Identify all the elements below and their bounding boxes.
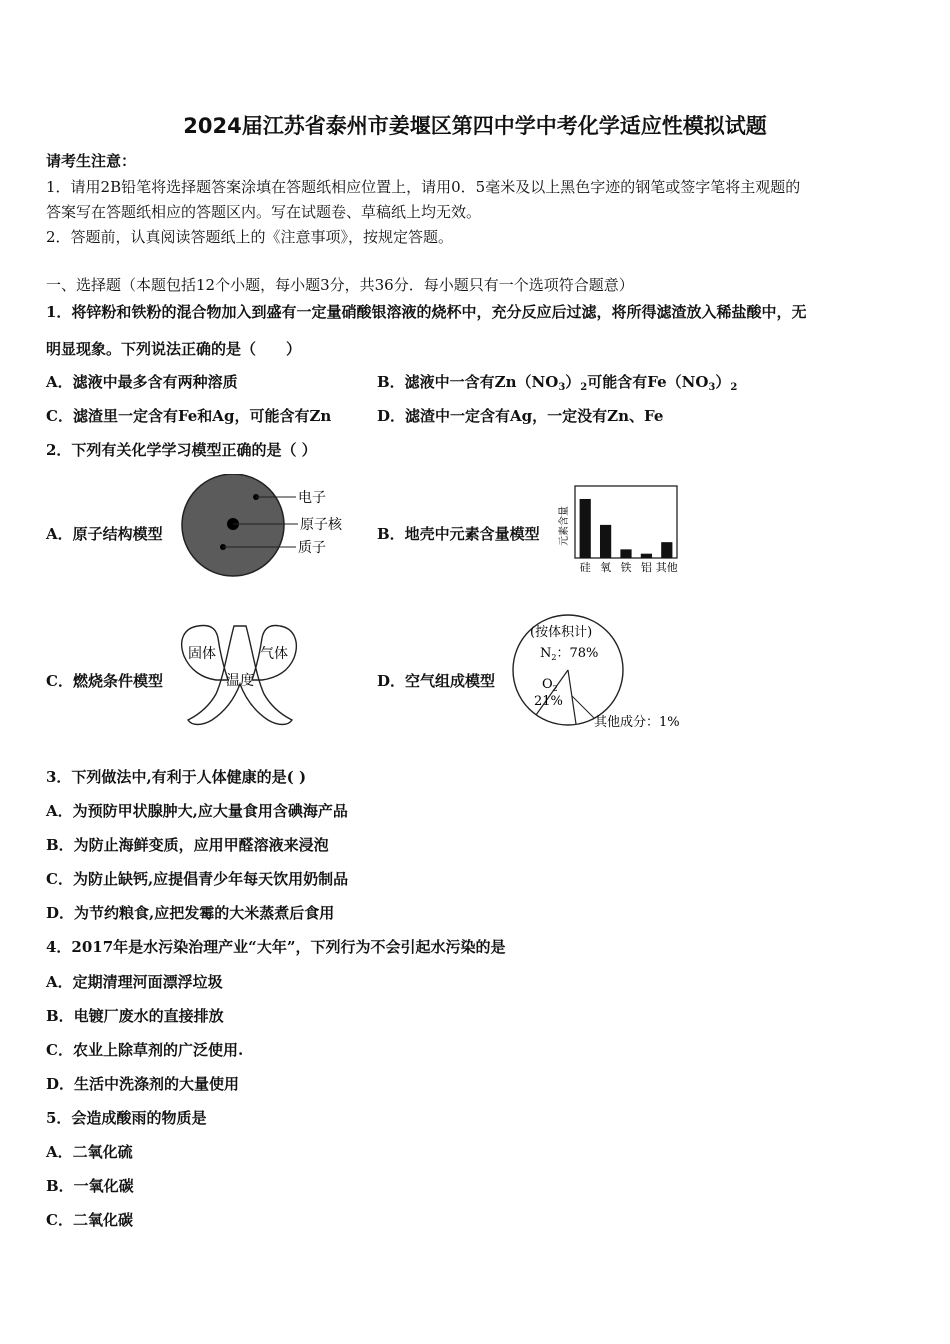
air-label-title: (按体积计) [530,625,593,640]
q1-option-d: D．滤渣中一定含有Ag，一定没有Zn、Fe [377,407,664,425]
crust-tick-label: 氧 [600,561,612,574]
q3-option-a: A．为预防甲状腺肿大,应大量食用含碘海产品 [46,802,348,820]
crust-ylabel: 元素含量 [559,506,570,546]
crust-bar-2 [620,549,631,558]
q2-option-a: A．原子结构模型 [46,525,163,543]
air-label-other: 其他成分：1% [594,715,680,730]
atom-label-proton: 质子 [298,540,326,556]
notice-heading: 请考生注意： [46,152,137,170]
fire-label-solid: 固体 [188,646,216,662]
q5-option-c: C．二氧化碳 [46,1211,133,1229]
q4-option-b: B．电镀厂废水的直接排放 [46,1007,224,1025]
notice-item1-line2: 答案写在答题纸相应的答题区内。写在试题卷、草稿纸上均无效。 [46,203,482,221]
fire-label-gas: 气体 [260,646,288,662]
section-heading: 一、选择题（本题包括12个小题，每小题3分，共36分．每小题只有一个选项符合题意） [46,276,634,294]
q5-option-a: A．二氧化硫 [46,1143,133,1161]
q4-option-c: C．农业上除草剂的广泛使用. [46,1041,244,1059]
crust-bar-0 [580,499,591,558]
q4-option-a: A．定期清理河面漂浮垃圾 [46,973,223,991]
q3-option-d: D．为节约粮食,应把发霉的大米蒸煮后食用 [46,904,335,922]
page-title: 2024届江苏省泰州市姜堰区第四中学中考化学适应性模拟试题 [183,114,767,138]
q1-option-a: A．滤液中最多含有两种溶质 [46,373,238,391]
crust-tick-label: 铝 [640,561,652,574]
q5-stem: 5．会造成酸雨的物质是 [46,1109,207,1127]
crust-tick-label: 铁 [620,561,632,574]
air-label-o2: $O_2$ [542,677,558,693]
crust-tick-label: 其他 [655,561,678,574]
q1-option-c: C．滤渣里一定含有Fe和Ag，可能含有Zn [46,407,332,425]
air-composition-figure [508,614,698,734]
q4-option-d: D．生活中洗涤剂的大量使用 [46,1075,240,1093]
q2-stem: 2．下列有关化学学习模型正确的是（ ） [46,441,317,459]
q1-stem-line2: 明显现象。下列说法正确的是（ ） [46,340,302,358]
notice-item1-line1: 1．请用2B铅笔将选择题答案涂填在答题纸相应位置上，请用0．5毫米及以上黑色字迹的钢笔或签字笔将主观题的 [46,178,801,196]
air-label-o2-value: 21% [534,694,563,709]
crust-tick-label: 硅 [579,561,591,574]
air-other-pointer [572,696,594,718]
q3-option-c: C．为防止缺钙,应提倡青少年每天饮用奶制品 [46,870,349,888]
atom-label-electron: 电子 [298,490,326,506]
crust-bar-3 [641,554,652,558]
crust-bar-4 [661,542,672,558]
atom-label-nucleus: 原子核 [300,517,342,533]
fire-label-temperature: 温度 [226,673,254,689]
q2-option-b: B．地壳中元素含量模型 [377,525,540,543]
q2-option-c: C．燃烧条件模型 [46,672,163,690]
crust-element-chart [555,482,685,578]
q3-option-b: B．为防止海鲜变质，应用甲醛溶液来浸泡 [46,836,329,854]
q1-option-b: B．滤液中一含有$Zn(NO_3)_2$可能含有$Fe(NO_3)_2$ [377,373,738,393]
q2-option-d: D．空气组成模型 [377,672,496,690]
air-pie-divider-other [568,670,576,724]
atom-model-figure [176,474,356,584]
q1-stem-line1: 1．将锌粉和铁粉的混合物加入到盛有一定量硝酸银溶液的烧杯中，充分反应后过滤，将所得滤渣放入稀盐酸中，无 [46,303,807,321]
q3-stem: 3．下列做法中,有利于人体健康的是( ) [46,768,307,786]
q4-stem: 4．2017年是水污染治理产业“大年”，下列行为不会引起水污染的是 [46,938,506,956]
crust-bar-1 [600,525,611,558]
q5-option-b: B．一氧化碳 [46,1177,134,1195]
notice-item2: 2．答题前，认真阅读答题纸上的《注意事项》，按规定答题。 [46,228,454,246]
air-label-n2: $N_2$：78% [540,646,599,662]
combustion-model-figure [176,618,306,730]
